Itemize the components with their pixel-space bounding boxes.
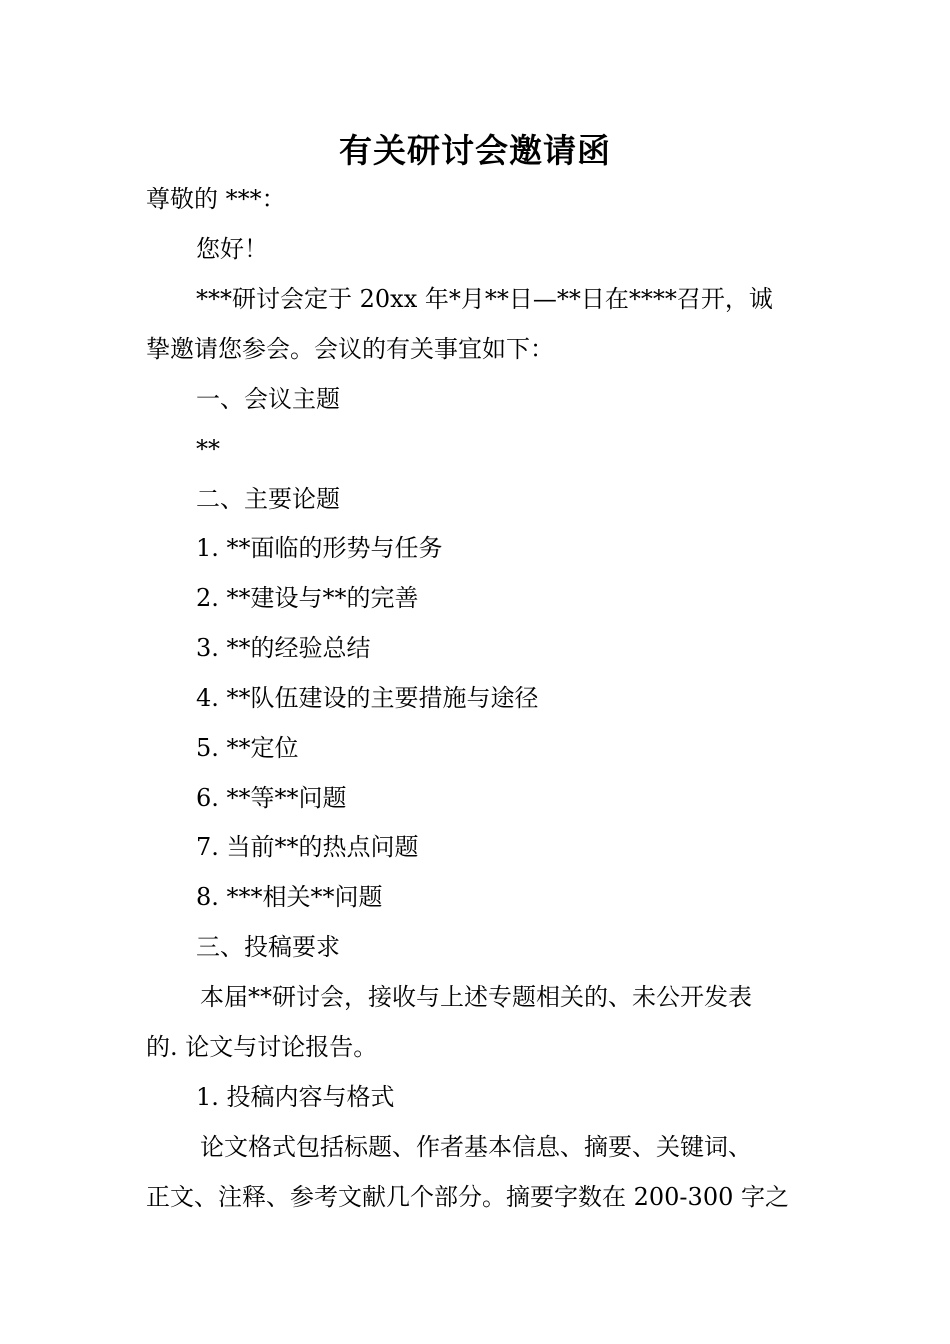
intro-line-1: ***研讨会定于 20xx 年*月**日—**日在****召开，诚 [196,285,773,313]
submission-para-line-1: 本届**研讨会，接收与上述专题相关的、未公开发表 [200,983,752,1011]
topic-item-1: 1. **面临的形势与任务 [196,534,443,562]
topic-item-6: 6. **等**问题 [196,784,347,812]
topic-item-5: 5. **定位 [196,734,299,762]
intro-line-2: 挚邀请您参会。会议的有关事宜如下： [146,335,554,363]
section-heading-topics: 二、主要论题 [196,485,340,513]
format-para-line-2: 正文、注释、参考文献几个部分。摘要字数在 200-300 字之 [146,1183,789,1211]
section-theme-content: ** [196,435,220,463]
topic-item-4: 4. **队伍建设的主要措施与途径 [196,684,539,712]
subsection-heading-format: 1. 投稿内容与格式 [196,1083,395,1111]
topic-item-3: 3. **的经验总结 [196,634,371,662]
section-heading-theme: 一、会议主题 [196,385,340,413]
topic-item-8: 8. ***相关**问题 [196,883,383,911]
section-heading-submission: 三、投稿要求 [196,933,340,961]
topic-item-7: 7. 当前**的热点问题 [196,833,419,861]
topic-item-2: 2. **建设与**的完善 [196,584,419,612]
format-para-line-1: 论文格式包括标题、作者基本信息、摘要、关键词、 [200,1133,752,1161]
submission-para-line-2: 的. 论文与讨论报告。 [146,1033,378,1061]
greeting: 您好！ [196,235,268,263]
document-title: 有关研讨会邀请函 [339,131,611,170]
salutation: 尊敬的 ***： [146,185,286,213]
